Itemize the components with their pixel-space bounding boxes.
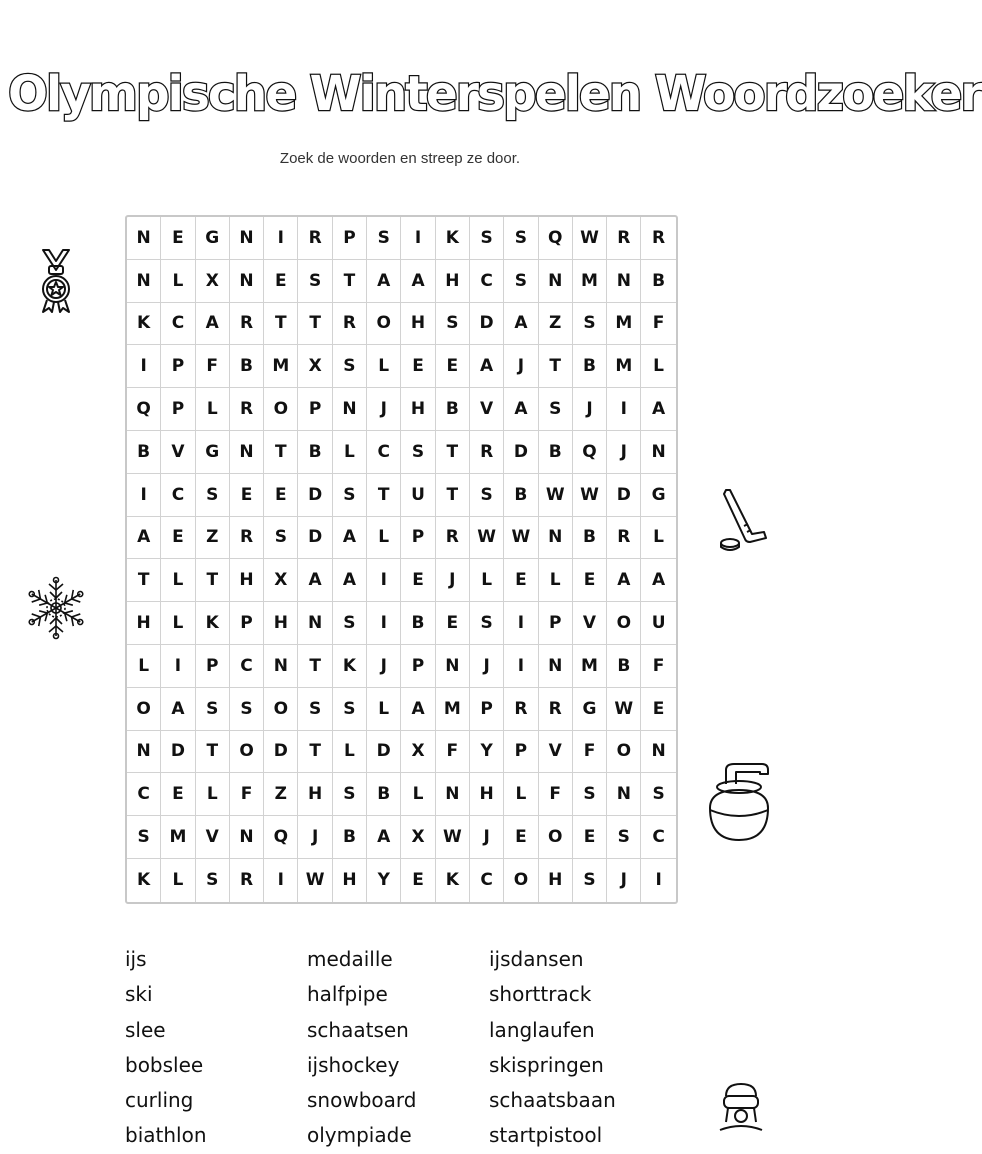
grid-letter: I — [504, 645, 538, 688]
grid-letter: W — [539, 474, 573, 517]
grid-letter: H — [470, 773, 504, 816]
grid-letter: O — [230, 731, 264, 774]
grid-letter: W — [298, 859, 332, 902]
grid-letter: S — [196, 688, 230, 731]
word-list-item: ijs — [125, 947, 147, 971]
grid-letter: T — [298, 645, 332, 688]
grid-letter: W — [573, 474, 607, 517]
grid-letter: A — [196, 303, 230, 346]
grid-letter: B — [539, 431, 573, 474]
grid-letter: T — [333, 260, 367, 303]
grid-letter: E — [573, 816, 607, 859]
grid-letter: S — [607, 816, 641, 859]
grid-letter: L — [161, 602, 195, 645]
grid-letter: M — [161, 816, 195, 859]
grid-letter: F — [573, 731, 607, 774]
grid-letter: T — [264, 431, 298, 474]
grid-letter: P — [401, 645, 435, 688]
grid-letter: S — [333, 602, 367, 645]
grid-letter: C — [641, 816, 675, 859]
grid-letter: R — [230, 388, 264, 431]
grid-letter: D — [298, 517, 332, 560]
grid-letter: E — [401, 345, 435, 388]
grid-letter: B — [230, 345, 264, 388]
grid-letter: V — [470, 388, 504, 431]
word-list-item: halfpipe — [307, 982, 388, 1007]
grid-letter: D — [298, 474, 332, 517]
grid-letter: Q — [573, 431, 607, 474]
grid-letter: E — [230, 474, 264, 517]
grid-letter: U — [641, 602, 675, 645]
grid-letter: L — [641, 345, 675, 388]
grid-letter: S — [127, 816, 161, 859]
grid-letter: D — [367, 731, 401, 774]
grid-letter: I — [127, 474, 161, 517]
grid-letter: Y — [367, 859, 401, 902]
grid-letter: Q — [127, 388, 161, 431]
grid-letter: B — [298, 431, 332, 474]
grid-letter: S — [504, 217, 538, 260]
grid-letter: H — [401, 303, 435, 346]
grid-letter: R — [298, 217, 332, 260]
grid-letter: B — [333, 816, 367, 859]
grid-letter: S — [573, 859, 607, 902]
grid-letter: L — [367, 517, 401, 560]
grid-letter: Z — [196, 517, 230, 560]
grid-letter: H — [539, 859, 573, 902]
grid-letter: B — [504, 474, 538, 517]
grid-letter: N — [539, 517, 573, 560]
grid-letter: T — [298, 303, 332, 346]
grid-letter: B — [573, 345, 607, 388]
grid-letter: V — [161, 431, 195, 474]
grid-letter: Z — [264, 773, 298, 816]
word-list-item: startpistool — [489, 1123, 603, 1148]
grid-letter: R — [470, 431, 504, 474]
grid-letter: C — [127, 773, 161, 816]
grid-letter: M — [607, 345, 641, 388]
grid-letter: D — [264, 731, 298, 774]
grid-letter: M — [573, 260, 607, 303]
grid-letter: Q — [539, 217, 573, 260]
medal-icon — [37, 248, 75, 314]
skier-icon — [716, 1082, 766, 1131]
grid-letter: G — [573, 688, 607, 731]
grid-letter: K — [127, 303, 161, 346]
grid-letter: I — [401, 217, 435, 260]
grid-letter: A — [367, 260, 401, 303]
grid-letter: G — [196, 217, 230, 260]
grid-letter: A — [401, 260, 435, 303]
grid-letter: Y — [470, 731, 504, 774]
grid-letter: T — [196, 731, 230, 774]
grid-letter: D — [161, 731, 195, 774]
grid-letter: N — [264, 645, 298, 688]
grid-letter: G — [196, 431, 230, 474]
word-list-item: schaatsen — [307, 1017, 409, 1042]
grid-letter: S — [573, 773, 607, 816]
grid-letter: E — [436, 602, 470, 645]
grid-letter: L — [196, 388, 230, 431]
grid-letter: T — [539, 345, 573, 388]
grid-letter: S — [264, 517, 298, 560]
grid-letter: H — [436, 260, 470, 303]
grid-letter: V — [196, 816, 230, 859]
grid-letter: C — [230, 645, 264, 688]
grid-letter: L — [401, 773, 435, 816]
grid-letter: S — [298, 260, 332, 303]
grid-letter: E — [161, 517, 195, 560]
grid-letter: W — [504, 517, 538, 560]
grid-letter: I — [264, 859, 298, 902]
grid-letter: P — [504, 731, 538, 774]
grid-letter: T — [127, 559, 161, 602]
grid-letter: K — [436, 217, 470, 260]
grid-letter: R — [230, 859, 264, 902]
grid-letter: S — [333, 345, 367, 388]
grid-letter: A — [607, 559, 641, 602]
grid-letter: J — [436, 559, 470, 602]
grid-letter: I — [367, 559, 401, 602]
grid-letter: P — [333, 217, 367, 260]
grid-letter: B — [573, 517, 607, 560]
grid-letter: J — [607, 859, 641, 902]
grid-letter: C — [161, 303, 195, 346]
grid-letter: L — [333, 731, 367, 774]
grid-letter: P — [539, 602, 573, 645]
grid-letter: M — [264, 345, 298, 388]
grid-letter: K — [196, 602, 230, 645]
grid-letter: R — [607, 517, 641, 560]
grid-letter: I — [127, 345, 161, 388]
grid-letter: F — [196, 345, 230, 388]
word-list-item: langlaufen — [489, 1017, 595, 1042]
grid-letter: T — [436, 474, 470, 517]
grid-letter: R — [230, 517, 264, 560]
grid-letter: P — [470, 688, 504, 731]
grid-letter: L — [127, 645, 161, 688]
grid-letter: H — [333, 859, 367, 902]
word-list-item: slee — [125, 1017, 166, 1042]
grid-letter: N — [539, 260, 573, 303]
grid-letter: M — [607, 303, 641, 346]
grid-letter: N — [333, 388, 367, 431]
grid-letter: R — [230, 303, 264, 346]
grid-letter: J — [504, 345, 538, 388]
grid-letter: S — [470, 474, 504, 517]
grid-letter: E — [161, 773, 195, 816]
grid-letter: N — [230, 431, 264, 474]
grid-letter: H — [230, 559, 264, 602]
grid-letter: J — [470, 816, 504, 859]
grid-letter: X — [401, 731, 435, 774]
grid-letter: A — [641, 388, 675, 431]
grid-letter: E — [264, 260, 298, 303]
word-list-item: curling — [125, 1088, 194, 1113]
grid-letter: L — [470, 559, 504, 602]
grid-letter: S — [333, 688, 367, 731]
grid-letter: Q — [264, 816, 298, 859]
word-search-grid — [125, 215, 678, 904]
grid-letter: B — [641, 260, 675, 303]
grid-letter: E — [504, 559, 538, 602]
grid-letter: B — [401, 602, 435, 645]
grid-letter: M — [573, 645, 607, 688]
grid-letter: D — [504, 431, 538, 474]
grid-letter: X — [401, 816, 435, 859]
grid-letter: T — [367, 474, 401, 517]
grid-letter: C — [161, 474, 195, 517]
grid-letter: N — [230, 816, 264, 859]
grid-letter: R — [333, 303, 367, 346]
grid-letter: S — [470, 217, 504, 260]
grid-letter: L — [367, 688, 401, 731]
grid-letter: N — [436, 645, 470, 688]
grid-letter: L — [333, 431, 367, 474]
grid-letter: E — [573, 559, 607, 602]
grid-letter: J — [367, 645, 401, 688]
grid-letter: A — [127, 517, 161, 560]
grid-letter: V — [539, 731, 573, 774]
grid-letter: A — [504, 388, 538, 431]
grid-letter: B — [127, 431, 161, 474]
grid-letter: P — [196, 645, 230, 688]
grid-letter: S — [333, 474, 367, 517]
grid-letter: M — [436, 688, 470, 731]
grid-letter: I — [264, 217, 298, 260]
grid-letter: J — [298, 816, 332, 859]
grid-letter: O — [264, 388, 298, 431]
grid-letter: P — [161, 345, 195, 388]
grid-letter: T — [298, 731, 332, 774]
word-list-item: ijshockey — [307, 1052, 400, 1077]
grid-letter: L — [504, 773, 538, 816]
grid-letter: A — [333, 517, 367, 560]
grid-letter: A — [504, 303, 538, 346]
grid-letter: O — [127, 688, 161, 731]
grid-letter: N — [127, 260, 161, 303]
word-list-item: biathlon — [125, 1123, 207, 1148]
grid-letter: U — [401, 474, 435, 517]
grid-letter: I — [504, 602, 538, 645]
word-list-item: shorttrack — [489, 982, 592, 1007]
grid-letter: S — [367, 217, 401, 260]
grid-letter: P — [401, 517, 435, 560]
word-list-item: skispringen — [489, 1052, 604, 1077]
grid-letter: N — [641, 431, 675, 474]
grid-letter: D — [470, 303, 504, 346]
grid-letter: A — [401, 688, 435, 731]
word-list-item: ski — [125, 982, 153, 1007]
grid-letter: S — [230, 688, 264, 731]
word-list-item: snowboard — [307, 1088, 417, 1113]
grid-letter: W — [607, 688, 641, 731]
grid-letter: R — [504, 688, 538, 731]
grid-letter: R — [436, 517, 470, 560]
word-list — [125, 942, 671, 1154]
grid-letter: X — [264, 559, 298, 602]
grid-letter: S — [573, 303, 607, 346]
grid-letter: N — [230, 260, 264, 303]
grid-letter: R — [539, 688, 573, 731]
grid-letter: S — [641, 773, 675, 816]
grid-letter: L — [161, 859, 195, 902]
grid-letter: K — [333, 645, 367, 688]
grid-letter: X — [196, 260, 230, 303]
grid-letter: H — [127, 602, 161, 645]
grid-letter: E — [264, 474, 298, 517]
grid-letter: O — [264, 688, 298, 731]
grid-letter: S — [436, 303, 470, 346]
grid-letter: I — [655, 870, 662, 891]
grid-letter: J — [573, 388, 607, 431]
grid-letter: S — [333, 773, 367, 816]
grid-letter: I — [161, 645, 195, 688]
grid-letter: D — [607, 474, 641, 517]
grid-letter: N — [607, 773, 641, 816]
grid-letter: C — [367, 431, 401, 474]
grid-letter: H — [264, 602, 298, 645]
grid-letter: S — [470, 602, 504, 645]
word-list-item: ijsdansen — [489, 947, 584, 971]
curling-stone-icon — [706, 760, 772, 844]
grid-letter: N — [607, 260, 641, 303]
grid-letter: O — [607, 731, 641, 774]
grid-letter: C — [470, 260, 504, 303]
snowflake-icon — [24, 576, 88, 640]
grid-letter: A — [161, 688, 195, 731]
grid-letter: P — [298, 388, 332, 431]
grid-letter: N — [539, 645, 573, 688]
grid-letter: F — [230, 773, 264, 816]
grid-letter: T — [264, 303, 298, 346]
grid-letter: F — [641, 303, 675, 346]
grid-letter: X — [298, 345, 332, 388]
grid-letter: A — [298, 559, 332, 602]
grid-letter: L — [161, 260, 195, 303]
grid-letter: E — [161, 217, 195, 260]
grid-letter: N — [127, 731, 161, 774]
grid-letter: L — [539, 559, 573, 602]
grid-letter: H — [298, 773, 332, 816]
grid-letter: T — [196, 559, 230, 602]
grid-letter: O — [539, 816, 573, 859]
grid-letter: S — [196, 474, 230, 517]
grid-letter: A — [333, 559, 367, 602]
grid-letter: F — [641, 645, 675, 688]
grid-letter: S — [401, 431, 435, 474]
grid-letter: Z — [539, 303, 573, 346]
grid-letter: W — [470, 517, 504, 560]
grid-letter: S — [539, 388, 573, 431]
grid-letter: E — [401, 859, 435, 902]
grid-letter: I — [607, 388, 641, 431]
grid-letter: V — [573, 602, 607, 645]
grid-letter: S — [504, 260, 538, 303]
grid-letter: F — [539, 773, 573, 816]
grid-letter: L — [196, 773, 230, 816]
grid-letter: E — [641, 688, 675, 731]
grid-letter: A — [367, 816, 401, 859]
grid-letter: B — [436, 388, 470, 431]
grid-letter: E — [401, 559, 435, 602]
grid-letter: B — [607, 645, 641, 688]
grid-letter: H — [401, 388, 435, 431]
word-list-item: olympiade — [307, 1123, 412, 1148]
grid-letter: N — [127, 217, 161, 260]
grid-letter: E — [436, 345, 470, 388]
grid-letter: N — [641, 731, 675, 774]
word-list-item: medaille — [307, 947, 393, 971]
grid-letter: F — [436, 731, 470, 774]
grid-letter: W — [436, 816, 470, 859]
word-list-item: bobslee — [125, 1052, 204, 1077]
grid-letter: A — [470, 345, 504, 388]
grid-letter: R — [641, 217, 675, 260]
grid-letter: N — [436, 773, 470, 816]
grid-letter: R — [607, 217, 641, 260]
grid-letter: K — [127, 859, 161, 902]
grid-letter: E — [504, 816, 538, 859]
grid-letter: I — [367, 602, 401, 645]
grid-letter: S — [196, 859, 230, 902]
grid-letter: O — [367, 303, 401, 346]
grid-letter: J — [367, 388, 401, 431]
grid-letter: P — [230, 602, 264, 645]
grid-letter: C — [470, 859, 504, 902]
grid-letter: O — [607, 602, 641, 645]
hockey-stick-icon — [718, 488, 768, 552]
grid-letter: T — [436, 431, 470, 474]
grid-letter: N — [230, 217, 264, 260]
grid-letter: J — [607, 431, 641, 474]
grid-letter: K — [436, 859, 470, 902]
grid-letter: L — [161, 559, 195, 602]
grid-letter: W — [573, 217, 607, 260]
grid-letter: N — [298, 602, 332, 645]
grid-letter: J — [470, 645, 504, 688]
word-list-item: schaatsbaan — [489, 1088, 616, 1113]
grid-letter: P — [161, 388, 195, 431]
page-title: Olympische Winterspelen Woordzoeker — [8, 66, 982, 122]
grid-letter: G — [641, 474, 675, 517]
grid-letter: A — [641, 559, 675, 602]
grid-letter: B — [367, 773, 401, 816]
grid-letter: L — [641, 517, 675, 560]
grid-letter: S — [298, 688, 332, 731]
page-subtitle: Zoek de woorden en streep ze door. — [279, 150, 521, 167]
grid-letter: L — [367, 345, 401, 388]
grid-letter: O — [504, 859, 538, 902]
